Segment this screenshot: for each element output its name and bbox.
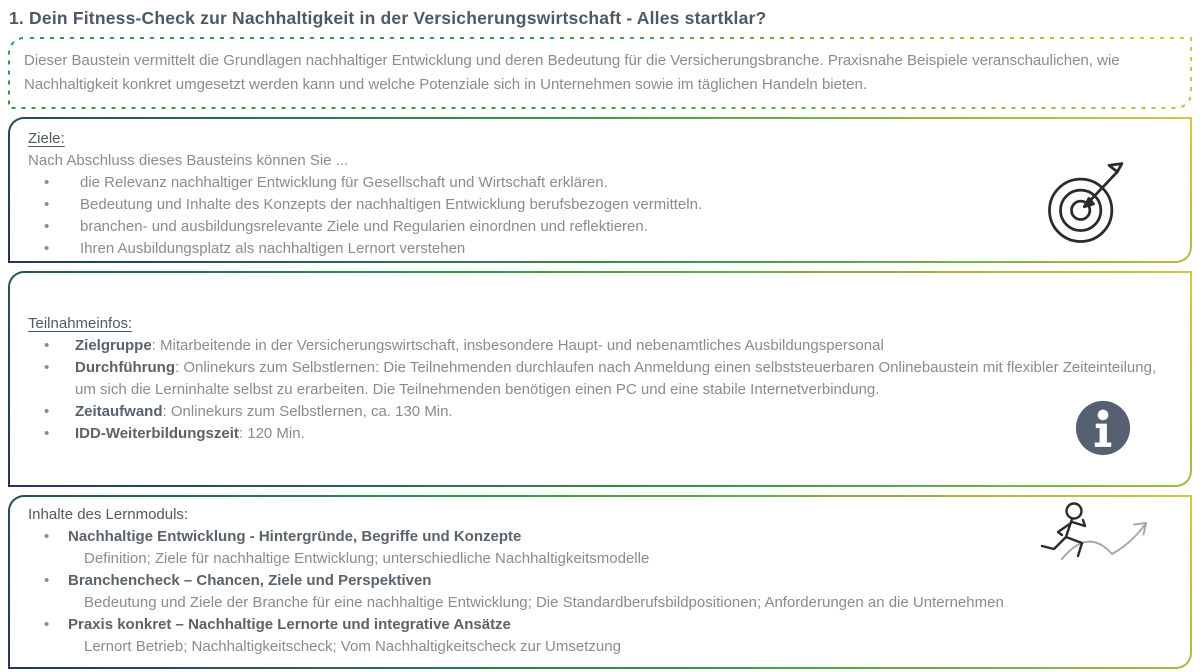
participation-item-text: : Onlinekurs zum Selbstlernen, ca. 130 Min. (162, 403, 453, 420)
participation-item-label: Zeitaufwand (75, 403, 163, 420)
goal-item: • branchen- und ausbildungsrelevante Ziele und Regularien einordnen und reflektieren. (28, 216, 1172, 238)
goals-box-inner (10, 119, 1190, 261)
intro-box-inner (8, 37, 1192, 109)
goals-heading: Ziele: (28, 130, 65, 147)
page-title: 1. Dein Fitness-Check zur Nachhaltigkeit in der Versicherungswirtschaft - Alles startklar? (9, 8, 767, 28)
participation-item (28, 401, 1172, 423)
content-item-title: • Nachhaltige Entwicklung - Hintergründe, Begriffe und Konzepte (28, 526, 1172, 548)
participation-heading: Teilnahmeinfos: (28, 315, 133, 332)
contents-box-inner (10, 497, 1190, 667)
goal-item: • Ihren Ausbildungsplatz als nachhaltigen Lernort verstehen (28, 238, 1172, 260)
info-icon (1074, 399, 1132, 457)
content-item-detail: Definition; Ziele für nachhaltige Entwicklung; unterschiedliche Nachhaltigkeitsmodelle (84, 550, 650, 567)
participation-item-text: : Mitarbeitende in der Versicherungswirtschaft, insbesondere Haupt- und nebenamtliches Ausbildungspersonal (151, 337, 884, 354)
participation-item-label: IDD-Weiterbildungszeit (75, 425, 239, 442)
participation-box-inner (10, 273, 1190, 485)
contents-heading: Inhalte des Lernmoduls: (28, 506, 189, 523)
participation-item-label: Zielgruppe (75, 337, 152, 354)
content-item-title: • Branchencheck – Chancen, Ziele und Perspektiven (28, 570, 1172, 592)
target-icon (1042, 159, 1134, 247)
intro-box (8, 37, 1192, 109)
participation-item (28, 335, 1172, 357)
content-item-detail: Bedeutung und Ziele der Branche für eine nachhaltige Entwicklung; Die Standardberufsbildpositionen; Anforderungen an die Unternehmen (84, 594, 1004, 611)
goal-item: • die Relevanz nachhaltiger Entwicklung für Gesellschaft und Wirtschaft erklären. (28, 172, 1172, 194)
participation-item-label: Durchführung (75, 359, 175, 376)
goal-item: • Bedeutung und Inhalte des Konzepts der nachhaltigen Entwicklung berufsbezogen vermitteln. (28, 194, 1172, 216)
content-item-detail: Lernort Betrieb; Nachhaltigkeitscheck; Vom Nachhaltigkeitscheck zur Umsetzung (84, 638, 621, 655)
runner-icon (1034, 499, 1164, 565)
goals-box (8, 117, 1192, 263)
participation-item (28, 357, 1172, 401)
participation-box (8, 271, 1192, 487)
participation-item-text: : 120 Min. (238, 425, 305, 442)
intro-text: Dieser Baustein vermittelt die Grundlagen nachhaltiger Entwicklung und deren Bedeutung für die Versicherungsbranche. Praxisnahe Beispiele veranschaulichen, wie Nachhaltigkeit konkret umgesetzt werden kann und welche Potenziale sich in Unternehmen sowie im täglichen Handeln bieten. (24, 52, 1120, 93)
content-item-title: • Praxis konkret – Nachhaltige Lernorte und integrative Ansätze (28, 614, 1172, 636)
goals-lead: Nach Abschluss dieses Bausteins können Sie ... (28, 152, 349, 169)
contents-box (8, 495, 1192, 669)
participation-item-text: : Onlinekurs zum Selbstlernen: Die Teilnehmenden durchlaufen nach Anmeldung einen selbststeuerbaren Onlinebaustein mit flexibler Zeiteinteilung, um sich die Lerninhalte selbst zu erarbeiten. Die Teilnehmenden benötigen einen PC und eine stabile Internetverbindung. (75, 359, 1157, 398)
participation-item (28, 423, 1172, 445)
